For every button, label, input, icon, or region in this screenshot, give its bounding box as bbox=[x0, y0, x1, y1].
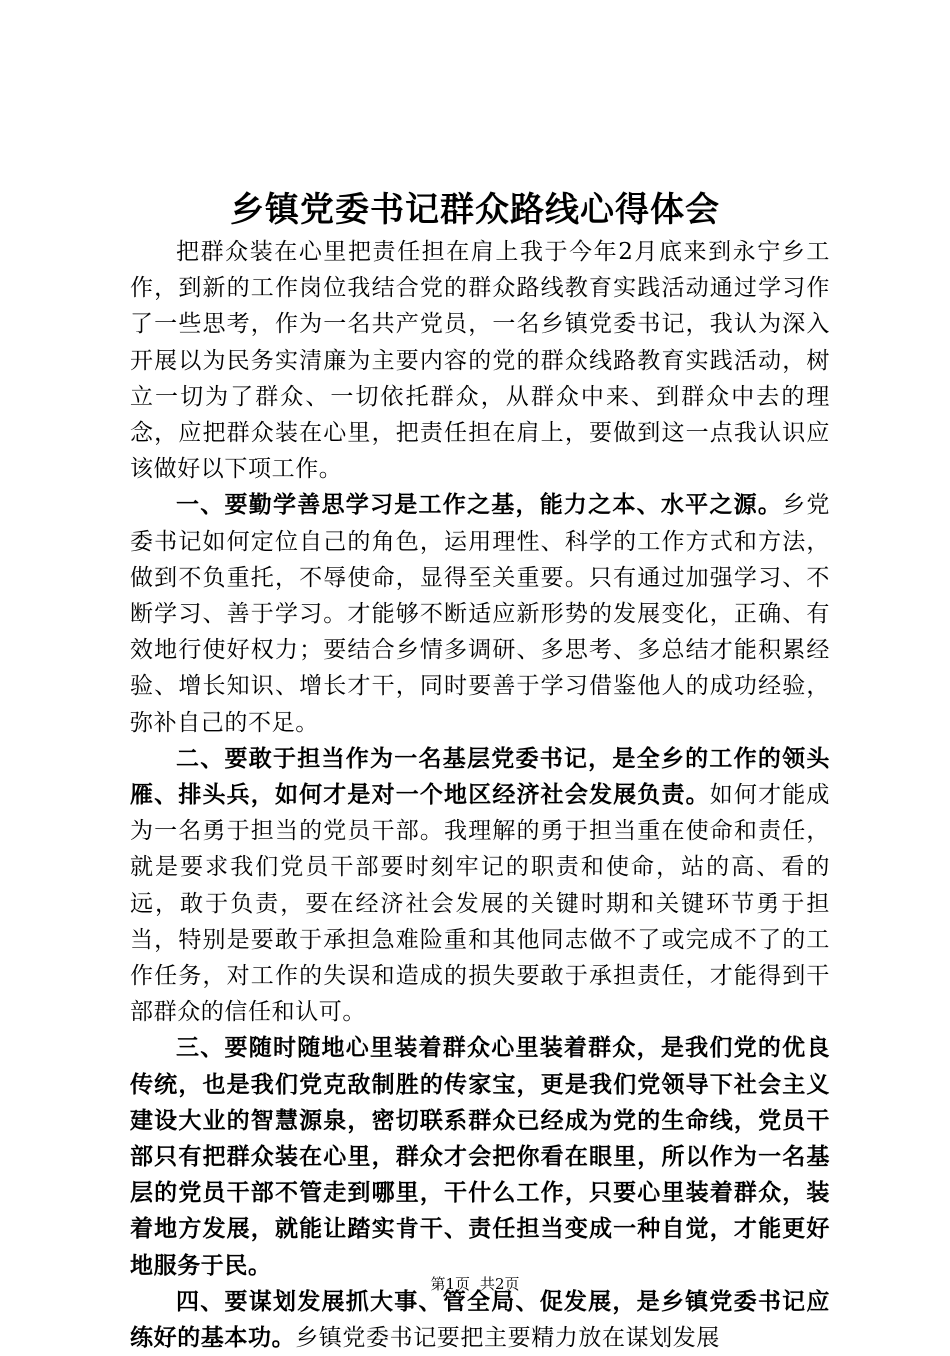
paragraph-text: 把群众装在心里把责任担在肩上我于今年2月底来到永宁乡工作，到新的工作岗位我结合党的群众路线教育实践活动通过学习作了一些思考，作为一名共产党员，一名乡镇党委书记，我认为深入开展以为民务实清廉为主要内容的党的群众线路教育实践活动，树立一切为了群众、一切依托群众，从群众中来、到群众中去的理念，应把群众装在心里，把责任担在肩上，要做到这一点我认识应该做好以下项工作。 bbox=[130, 239, 830, 483]
paragraph-text: 乡镇党委书记要把主要精力放在谋划发展 bbox=[295, 1325, 721, 1352]
page-number: 第1页 bbox=[430, 1275, 470, 1293]
paragraph-lead: 三、要随时随地心里装着群众心里装着群众，是我们党的优良传统，也是我们党克敌制胜的传家宝，更是我们党领导下社会主义建设大业的智慧源泉，密切联系群众已经成为党的生命线，党员干部只有把群众装在心里，群众才会把你看在眼里，所以作为一名基层的党员干部不管走到哪里，干什么工作，只要心里装着群众，装着地方发展，就能让踏实肯干、责任担当变成一种自觉，才能更好地服务于民。 bbox=[130, 1034, 830, 1279]
paragraph-text: 乡党委书记如何定位自己的角色，运用理性、科学的工作方式和方法，做到不负重托，不辱使命，显得至关重要。只有通过加强学习、不断学习、善于学习。才能够不断适应新形势的发展变化，正确、有效地行使好权力；要结合乡情多调研、多思考、多总结才能积累经验、增长知识、增长才干，同时要善于学习借鉴他人的成功经验，弥补自己的不足。 bbox=[130, 492, 831, 736]
paragraph-intro bbox=[130, 234, 830, 487]
paragraph-lead: 二、要敢于担当作为一名基层党委书记，是全乡的工作的领头雁、排头兵，如何才是对一个地区经济社会发展负责。 bbox=[130, 744, 830, 809]
document-body bbox=[130, 234, 830, 1356]
page-footer bbox=[0, 1273, 950, 1295]
paragraph-text: 如何才能成为一名勇于担当的党员干部。我理解的勇于担当重在使命和责任，就是要求我们党员干部要时刻牢记的职责和使命，站的高、看的远，敢于负责，要在经济社会发展的关键时期和关键环节勇于担当，特别是要敢于承担急难险重和其他同志做不了或完成不了的工作任务，对工作的失误和造成的损失要敢于承担责任，才能得到干部群众的信任和认可。 bbox=[130, 782, 831, 1026]
paragraph-section-2 bbox=[130, 741, 830, 1031]
page-total: 共2页 bbox=[480, 1275, 520, 1293]
paragraph-section-1 bbox=[130, 487, 830, 740]
paragraph-section-3 bbox=[130, 1030, 830, 1283]
paragraph-lead: 四、要谋划发展抓大事、管全局、促发展，是乡镇党委书记应练好的基本功。 bbox=[130, 1287, 830, 1352]
document-title: 乡镇党委书记群众路线心得体会 bbox=[230, 190, 720, 230]
paragraph-lead: 一、要勤学善思学习是工作之基，能力之本、水平之源。 bbox=[176, 491, 783, 519]
